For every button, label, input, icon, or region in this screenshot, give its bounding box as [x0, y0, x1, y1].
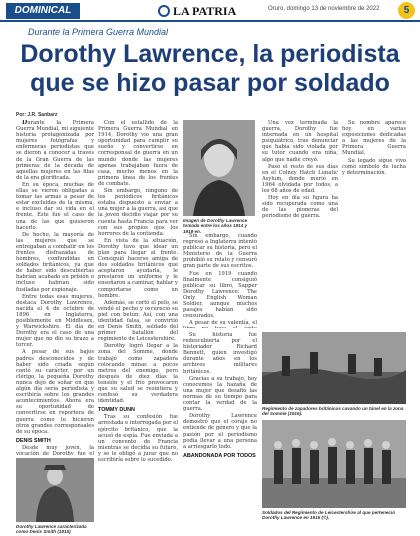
photo-caption: Imagen de Dorothy Lawrence tomada entre los años 1914 y 1919 en. — [183, 218, 248, 234]
seal-icon — [158, 5, 170, 17]
paragraph: Desde muy joven, la vocación de Dorothy fue el — [16, 444, 94, 455]
issue-date: Oruro, domingo 13 de noviembre de 2022 — [268, 6, 380, 12]
paragraph: Sin embargo, ninguno de los periódicos británicos estaba dispuesto a enviar a una mujer a la guerra, así que la joven decidió viajar por su cuenta hasta Francia para ver con sus propios ojos los horrores de la contienda. — [98, 188, 178, 237]
paragraph: Una vez terminada la guerra, Dorothy fue internada en un hospital psiquiátrico, tras denunciar que había sido violada por su tutor cuando era niña, algo que nadie creyó. — [262, 120, 338, 163]
photo-caption: Dorothy Lawrence caracterizada como Denis Smith (1915) — [16, 524, 87, 535]
byline: Por: J.R. Sanbarz — [16, 112, 58, 118]
paragraph: Pasó el resto de sus días en el Colney Hatch Lunatic Asylum, donde murió en 1964 olvidada por todos, a los 68 años de edad. — [262, 163, 338, 195]
paragraph: Con el estallido de la Primera Guerra Mundial en 1914, Dorothy vio una gran oportunidad para cumplir su sueño y convertirse en corresponsal de guerra en un mundo donde las mujeres apenas trabajaban fuera de casa, mucho menos en la primera línea de los frentes de combate. — [98, 120, 178, 187]
subheading: DENIS SMITH — [16, 437, 51, 444]
newspaper-logo — [158, 2, 236, 20]
column-3-bottom — [183, 332, 257, 532]
article-kicker: Durante la Primera Guerra Mundial — [28, 27, 169, 37]
paragraph: Gracias a su trabajo, hoy conocemos la hazaña de una mujer que desafió las normas de su tiempo para contar la verdad de la guerra. — [183, 375, 257, 413]
page-header — [0, 0, 420, 22]
column-3-top — [183, 233, 257, 328]
paragraph: Su nombre aparece hoy en varias exposiciones dedicadas a las mujeres de la Primera Guerra Mundial. — [342, 120, 406, 157]
section-badge: DOMINICAL — [6, 3, 80, 19]
paragraph: Fue en 1919 cuando finalmente consiguió publicar su libro, Sapper Dorothy Lawrence: The Only English Woman Soldier, aunque muchos pasajes habían sido censurados. — [183, 270, 257, 320]
paragraph: A pesar de sus bajos padres desconocidos y de haber sido criada según contó su carácter, por un clérigo, la pequeña Dorothy nunca dejó de soñar en que algún día sería periodista y escribiría sobre los grandes acontecimientos. Ahora era su oportunidad de convertirse en reportera de guerra como lo hicieron otros grandes corresponsales de su época. — [16, 349, 94, 435]
paragraph: Su historia fue redescubierta por el historiador Richard Bennett, quien investigó durante años en los archivos militares británicos. — [183, 332, 257, 375]
headline-line-1: Dorothy Lawrence, la periodista — [20, 40, 400, 68]
column-1 — [16, 120, 94, 455]
paragraph: Hoy en día su figura ha sido recuperada como una de las pioneras del periodismo de guerra. — [262, 195, 338, 220]
paragraph: Su legado sigue vivo como símbolo de lucha y determinación. — [342, 157, 406, 176]
newspaper-name: LA PATRIA — [173, 3, 237, 18]
paragraph: Dorothy Lawrence demostró que el coraje no entiende de género y que la pasión por el periodismo podía llevar a una persona a arriesgarlo todo. — [183, 413, 257, 450]
paragraph: Entre todas esas mujeres, destaca Dorothy Lawrence, nacida el 4 de octubre de 1896 en Inglaterra, posiblemente en Middlesex, y Warwickshire. El día de Dorothy era el caso de una mujer que no dio su brazo a torcer. — [16, 293, 94, 349]
column-4-top — [262, 120, 338, 328]
paragraph: Dorothy logró llegar a la zona del Somme, donde trabajó como zapadora colocando minas a pocos metros del enemigo, pero después de diez días la tensión y el frío provocaron que su salud se resintiera y confesó su verdadera identidad. — [98, 343, 178, 405]
soldier-photo — [16, 458, 94, 522]
photo-caption: Soldados del Regimiento de Leicestershire al que perteneció Dorothy Lawrence en 1915 (©). — [262, 510, 396, 521]
marching-soldiers-photo — [262, 420, 406, 508]
trench-photo — [262, 332, 406, 404]
paragraph: Durante la Primera Guerra Mundial, mi siguiente historia protagonizada por mujeres fotógrafas y enfermeras periodistas que se dieron a conocer a través de la Gran Guerra de las primeras de la década de aquellas mujeres en las filas de la era glorificada. — [16, 120, 94, 181]
paragraph: En su época, muchas de ellas se vieron obligadas a tomar las armas a pesar de estar excluidas de la misma, e incluso dar su vida en el frente. Este fue el caso de una de las que quisieron hacerlo. — [16, 181, 94, 231]
subheading: ABANDONADA POR TODOS — [183, 452, 256, 459]
column-2 — [98, 120, 178, 532]
paragraph: Sin embargo, cuando regresó a Inglaterra intentó publicar su historia, pero el Ministerio de la Guerra prohibió su relato y censuró gran parte de sus escritos. — [183, 233, 257, 270]
paragraph: De hecho, la mayoría de las mujeres que se entregaban a combatir en los frentes disfrazadas de hombres, confundidas en soldados británicos, ya que de haber sido descubiertas habrían acabado en prisión o incluso habrían sido fusiladas por espionaje. — [16, 231, 94, 293]
column-5 — [342, 120, 406, 328]
paragraph: Además, se cortó el pelo, se vendó el pecho y oscureció su piel con betún. Así, con una identidad falsa, se convirtió en Denis Smith, soldado del primer batallón del regimiento de Leicestershire. — [98, 299, 178, 343]
photo-caption: Regimiento de zapadores británicos cavando un túnel en la zona del Somme (1916). — [262, 406, 404, 417]
paragraph: Tras su confesión fue arrestada e interrogada por el ejército británico, que la acusó de espía. Fue enviada a un convento de Francia mientras se decidía su futuro, y se le obligó a jurar que no escribiría sobre lo sucedido. — [98, 414, 178, 463]
subheading: TOMMY DUNN — [98, 407, 135, 414]
page-number: 5 — [398, 2, 415, 19]
headline-line-2: que se hizo pasar por soldado — [30, 69, 390, 97]
paragraph: A pesar de su valentía, el — [189, 320, 257, 327]
article-headline — [18, 40, 402, 98]
portrait-photo — [183, 120, 255, 216]
paragraph: En vista de la situación, Dorothy tuvo que idear un plan para llegar al frente. Consiguió hacerse amiga de dos soldados británicos que aceptaron ayudarla, le prestaron un uniforme y le enseñaron a caminar, hablar y comportarse como un hombre. — [98, 237, 178, 299]
